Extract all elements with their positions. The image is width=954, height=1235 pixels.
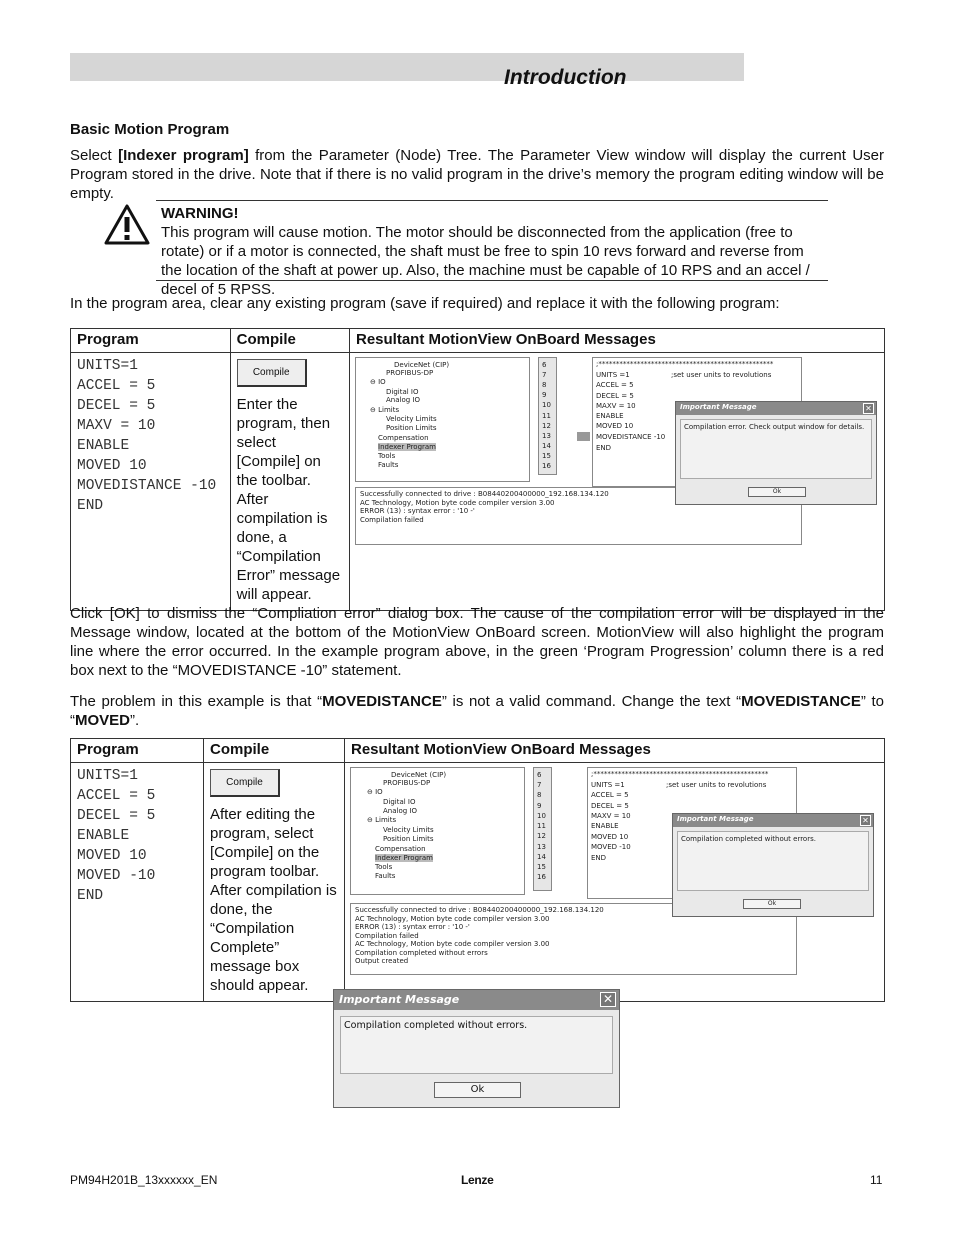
compile-button[interactable]: Compile (210, 769, 280, 797)
tree-item-indexer-program[interactable]: Indexer Program (378, 443, 436, 451)
screenshot-cell-1 (350, 353, 885, 611)
compile-cell-1 (230, 353, 349, 611)
program-code-1: UNITS=1 ACCEL = 5 DECEL = 5 MAXV = 10 ENABLE MOVED 10 MOVEDISTANCE -10 END (71, 353, 231, 611)
compile-instructions-1: Enter the program, then select [Compile] on the toolbar. After compilation is done, a “Compilation Error” message will appear. (236, 396, 341, 603)
message-window: Successfully connected to drive : B08440200400000_192.168.134.120 AC Technology, Motion byte code compiler version 3.00 ERROR (13) : syntax error : '10 -' Compilation failed AC Technology, Motion byte code compiler version 3.00 Compilation completed without errors Output created (350, 903, 797, 975)
program-table-2 (70, 738, 885, 1002)
ok-button[interactable]: Ok (434, 1082, 521, 1098)
dismiss-paragraph: Click [OK] to dismiss the “Compliation error” dialog box. The cause of the compilation error will be displayed in the Message window, located at the bottom of the MotionView OnBoard screen. MotionView will also highlight the program line where the error occurred. In the example program above, in the green ‘Program Progression’ column there is a red box next to the “MOVEDISTANCE -10” statement. (70, 605, 884, 679)
ok-button[interactable]: Ok (748, 487, 806, 497)
program-progression-column: 6 7 8 9 10 11 12 13 14 15 16 (533, 767, 552, 891)
page-title: Introduction (504, 66, 627, 89)
program-area-paragraph: In the program area, clear any existing program (save if required) and replace it with the following program: (70, 295, 780, 312)
program-editor[interactable]: ;************************************************** UNITS =1 ;set user units to revolutions ACCEL = 5 DECEL = 5 MAXV = 10 ENABLE MOVED 10 MOVED -10 END (587, 767, 797, 899)
close-icon[interactable]: ✕ (600, 992, 616, 1007)
col-program: Program (71, 329, 231, 353)
problem-paragraph: The problem in this example is that “MOVEDISTANCE” is not a valid command. Change the text “MOVEDISTANCE” to “MOVED”. (70, 693, 884, 729)
program-progression-column: 6 7 8 9 10 11 12 13 14 15 16 (538, 357, 557, 475)
program-editor[interactable]: ;************************************************** UNITS =1 ;set user units to revolutions ACCEL = 5 DECEL = 5 MAXV = 10 ENABLE MOVED 10 MOVEDISTANCE -10 END (592, 357, 802, 487)
compile-instructions-2: After editing the program, select [Compile] on the program toolbar. After compilation is done, the “Compilation Complete” message box should appear. (210, 806, 337, 994)
close-icon[interactable]: ✕ (860, 815, 871, 826)
col-messages: Resultant MotionView OnBoard Messages (350, 329, 885, 353)
program-code-2: UNITS=1 ACCEL = 5 DECEL = 5 ENABLE MOVED 10 MOVED -10 END (71, 763, 204, 1002)
ok-button[interactable]: Ok (743, 899, 801, 909)
motionview-screenshot-2 (350, 767, 874, 979)
footer-brand: Lenze (461, 1173, 494, 1187)
warning-text: This program will cause motion. The motor should be disconnected from the application (free to rotate) or if a motor is connected, the shaft must be free to spin 10 revs forward and reverse from the location of the shaft at power up. Also, the machine must be capable of 10 RPS and an accel / decel of 5 RPSS. (161, 224, 810, 298)
important-message-dialog: Important Message ✕ Compilation completed without errors. Ok (672, 813, 874, 917)
program-table-1 (70, 328, 885, 611)
tree-item-indexer-program[interactable]: Indexer Program (375, 854, 433, 862)
col-compile: Compile (230, 329, 349, 353)
important-message-dialog-large: Important Message ✕ Compilation completed without errors. Ok (333, 989, 620, 1108)
dialog-message: Compilation completed without errors. (340, 1016, 613, 1074)
parameter-tree: DeviceNet (CIP) PROFIBUS-DP ⊖ IO Digital IO Analog IO ⊖ Limits Velocity Limits Position Limits Compensation Indexer Program Tools Faults (350, 767, 525, 895)
motionview-screenshot-1 (355, 357, 879, 553)
screenshot-cell-2 (345, 763, 885, 1002)
compile-cell-2 (204, 763, 345, 1002)
col-compile: Compile (204, 739, 345, 763)
intro-paragraph: Select [Indexer program] from the Parameter (Node) Tree. The Parameter View window will display the current User Program stored in the drive. Note that if there is no valid program in the drive’s memory the program editing window will be empty. (70, 147, 885, 202)
parameter-tree: DeviceNet (CIP) PROFIBUS-DP ⊖ IO Digital IO Analog IO ⊖ Limits Velocity Limits Position Limits Compensation Indexer Program Tools Faults (355, 357, 530, 482)
close-icon[interactable]: ✕ (863, 403, 874, 414)
section-title: Basic Motion Program (70, 121, 230, 138)
footer-doc-id: PM94H201B_13xxxxxx_EN (70, 1173, 218, 1187)
page-number: 11 (870, 1173, 883, 1187)
warning-bottom-rule (156, 280, 828, 281)
col-messages: Resultant MotionView OnBoard Messages (345, 739, 885, 763)
compile-button[interactable]: Compile (237, 359, 307, 387)
col-program: Program (71, 739, 204, 763)
important-message-dialog: Important Message ✕ Compilation error. Check output window for details. Ok (675, 401, 877, 505)
warning-box (161, 204, 828, 299)
warning-title: WARNING! (161, 205, 239, 222)
warning-icon (104, 203, 150, 245)
header-bar (70, 53, 744, 81)
error-marker (577, 432, 590, 441)
message-window: Successfully connected to drive : B08440200400000_192.168.134.120 AC Technology, Motion byte code compiler version 3.00 ERROR (13) : syntax error : '10 -' Compilation failed (355, 487, 802, 545)
warning-top-rule (156, 200, 828, 201)
